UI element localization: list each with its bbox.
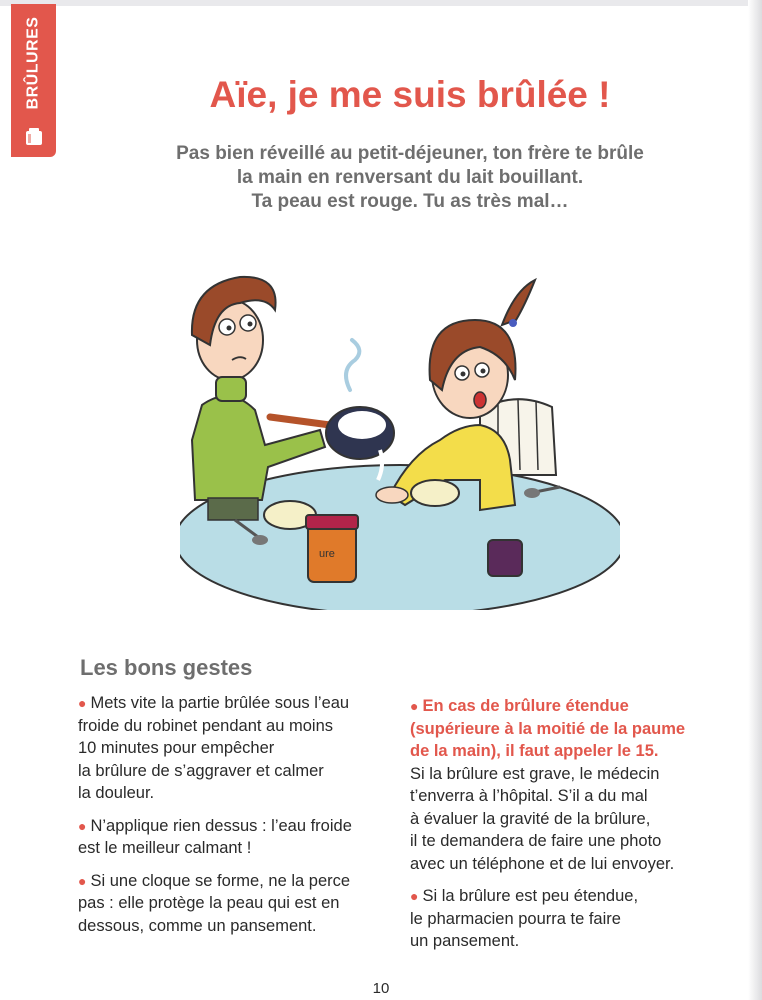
breakfast-burn-illustration [180,265,620,610]
section-title: Les bons gestes [80,655,253,680]
jam-jar-small [488,540,522,576]
steam [346,340,359,390]
bullet-icon: ● [78,695,87,711]
jam-jar-label: ure [319,548,335,560]
bullet-icon: ● [410,888,419,904]
list-item: ● Mets vite la partie brûlée sous l’eau froide du robinet pendant au moins 10 minutes pour empêcher la brûlure de s’aggraver et calmer la douleur. [78,694,350,802]
page-number: 10 [372,980,390,997]
intro-line: Ta peau est rouge. Tu as très mal… [251,191,569,212]
intro-line: la main en renversant du lait bouillant. [236,167,584,188]
page-right-edge [748,0,762,1000]
drop-icon [23,125,45,147]
saucepan-handle [270,417,330,425]
girl-hand [376,487,408,503]
intro-line: Pas bien réveillé au petit-déjeuner, ton frère te brûle [176,143,644,164]
list-item: ● En cas de brûlure étendue (supérieure à la moitié de la paume de la main), il faut appeler le 15. Si la brûlure est grave, le médecin t’enverra à l’hôpital. S’il a du mal à évaluer la gravité de la brûlure, il te demandera de faire une photo avec un téléphone et de lui envoyer. [410,697,686,873]
page-title: Aïe, je me suis brûlée ! [209,74,611,115]
list-item: ● N’applique rien dessus : l’eau froide est le meilleur calmant ! [78,816,352,857]
left-column [78,692,398,947]
list-item: ● Si la brûlure est peu étendue, le pharmacien pourra te faire un pansement. [410,887,639,950]
chapter-tab-label: BRÛLURES [24,16,42,110]
bullet-icon: ● [410,698,419,714]
bowl-right [411,480,459,506]
bullet-icon: ● [78,817,87,834]
intro-text [120,142,700,214]
right-column [410,695,740,963]
bullet-icon: ● [78,872,87,889]
list-item: ● Si une cloque se forme, ne la perce pas : elle protège la peau qui est en dessous, comme un pansement. [78,871,351,935]
page-top-edge [0,0,762,6]
